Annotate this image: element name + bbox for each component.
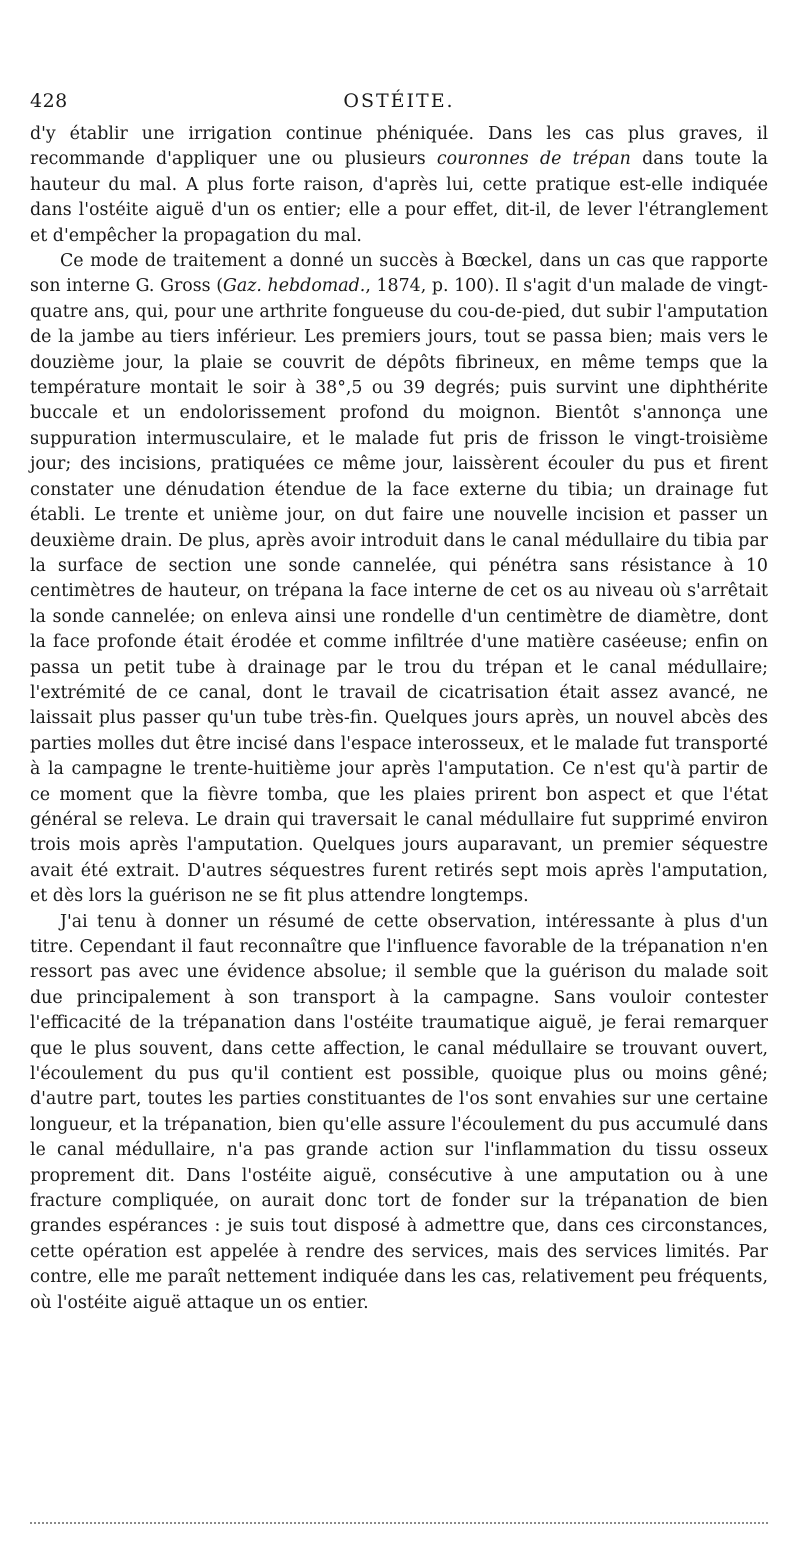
running-title: OSTÉITE.: [343, 90, 455, 112]
document-page: [30, 86, 768, 1316]
paragraph-text: d'y établir une irrigation continue phéniquée. Dans les cas plus graves, il recommande d'appliquer une ou plusieurs: [30, 124, 768, 170]
paragraph-text: dans toute la hauteur du mal. A plus forte raison, d'après lui, cette pratique est-elle indiquée dans l'ostéite aiguë d'un os entier; elle a pour effet, dit-il, de lever l'étranglement et d'empêcher la propagation du mal.: [30, 149, 768, 246]
footer-rule: [30, 1522, 768, 1524]
paragraph-case-report: [30, 249, 768, 910]
paragraph-commentary: [30, 910, 768, 1317]
paragraph-text: J'ai tenu à donner un résumé de cette observation, intéressante à plus d'un titre. Cependant il faut reconnaître que l'influence favorable de la trépanation n'en ressort pas avec une évidence absolue; il semble que la guérison du malade soit due principalement à son transport à la campagne. Sans vouloir contester l'efficacité de la trépanation dans l'ostéite traumatique aiguë, je ferai remarquer que le plus souvent, dans cette affection, le canal médullaire se trouvant ouvert, l'écoulement du pus qu'il contient est possible, quoique plus ou moins gêné; d'autre part, toutes les parties constituantes de l'os sont envahies sur une certaine longueur, et la trépanation, bien qu'elle assure l'écoulement du pus accumulé dans le canal médullaire, n'a pas grande action sur l'inflammation du tissu osseux proprement dit. Dans l'ostéite aiguë, consécutive à une amputation ou à une fracture compliquée, on aurait donc tort de fonder sur la trépanation de bien grandes espérances : je suis tout disposé à admettre que, dans ces circonstances, cette opération est appelée à rendre des services, mais des services limités. Par contre, elle me paraît nettement indiquée dans les cas, relativement peu fréquents, où l'ostéite aiguë attaque un os entier.: [30, 911, 768, 1313]
page-number: 428: [30, 90, 68, 112]
italic-phrase: couronnes de trépan: [436, 149, 631, 170]
italic-citation: Gaz. hebdomad.: [223, 276, 366, 297]
paragraph-text: , 1874, p. 100). Il s'agit d'un malade de vingt-quatre ans, qui, pour une arthrite fongueuse du cou-de-pied, dut subir l'amputation de la jambe au tiers inférieur. Les premiers jours, tout se passa bien; mais vers le douzième jour, la plaie se couvrit de dépôts fibrineux, en même temps que la température montait le soir à 38°,5 ou 39 degrés; puis survint une diphthérite buccale et un endolorissement profond du moignon. Bientôt s'annonça une suppuration intermusculaire, et le malade fut pris de frisson le vingt-troisième jour; des incisions, pratiquées ce même jour, laissèrent écouler du pus et firent constater une dénudation étendue de la face externe du tibia; un drainage fut établi. Le trente et unième jour, on dut faire une nouvelle incision et passer un deuxième drain. De plus, après avoir introduit dans le canal médullaire du tibia par la surface de section une sonde cannelée, qui pénétra sans résistance à 10 centimètres de hauteur, on trépana la face interne de cet os au niveau où s'arrêtait la sonde cannelée; on enleva ainsi une rondelle d'un centimètre de diamètre, dont la face profonde était érodée et comme infiltrée d'une matière caséeuse; enfin on passa un petit tube à drainage par le trou du trépan et le canal médullaire; l'extrémité de ce canal, dont le travail de cicatrisation était assez avancé, ne laissait plus passer qu'un tube très-fin. Quelques jours après, un nouvel abcès des parties molles dut être incisé dans l'espace interosseux, et le malade fut transporté à la campagne le trente-huitième jour après l'amputation. Ce n'est qu'à partir de ce moment que la fièvre tomba, que les plaies prirent bon aspect et que l'état général se releva. Le drain qui traversait le canal médullaire fut supprimé environ trois mois après l'amputation. Quelques jours auparavant, un premier séquestre avait été extrait. D'autres séquestres furent retirés sept mois après l'amputation, et dès lors la guérison ne se fit plus attendre longtemps.: [30, 276, 768, 907]
body-text: [30, 122, 768, 1316]
paragraph-continuation: [30, 122, 768, 249]
paragraph-text: Ce mode de traitement a donné un succès à Bœckel, dans un cas que rapporte son interne G. Gross (: [30, 251, 768, 297]
running-header: [30, 86, 768, 122]
